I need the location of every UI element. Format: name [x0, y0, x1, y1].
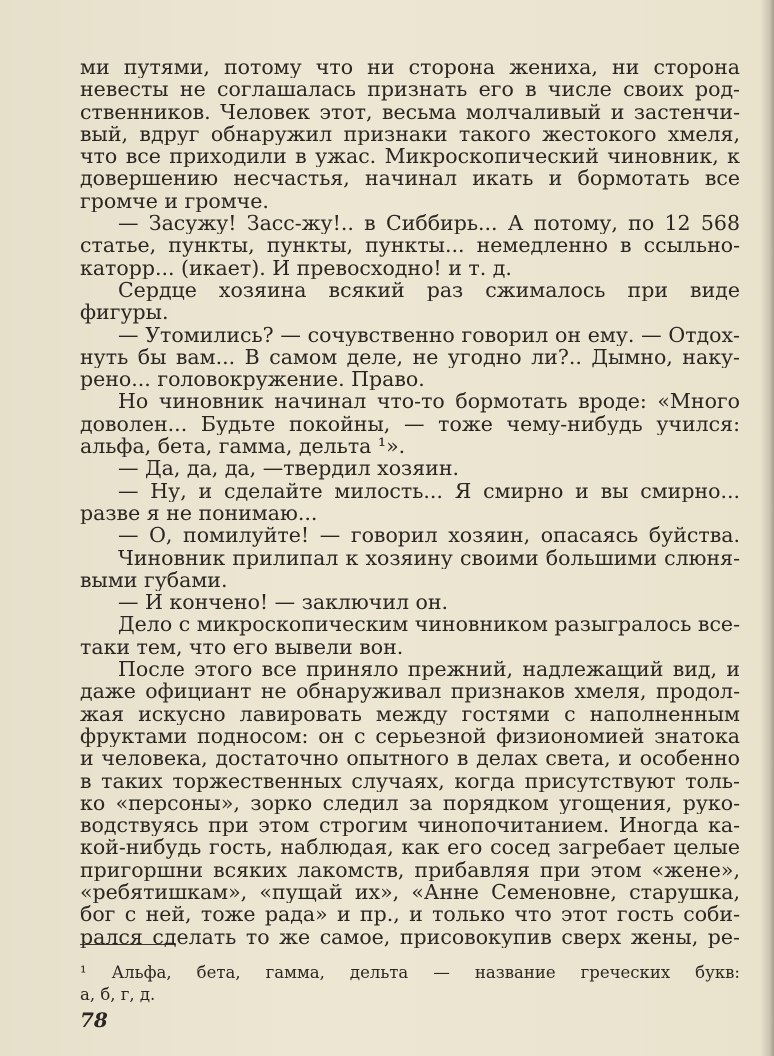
text-line: Дело с микроскопическим чиновником разыгралось все- — [118, 613, 740, 636]
text-line: Сердце хозяина всякий раз сжималось при виде — [118, 278, 740, 302]
text-line: выми губами. — [80, 568, 228, 592]
text-line: — Засужу! Засс-жу!.. в Сиббирь... А потому, по 12 568 — [118, 212, 740, 235]
footnote-divider — [80, 944, 176, 945]
text-line: фруктами подносом: он с серьезной физиономией знатока — [80, 724, 740, 748]
text-line: альфа, бета, гамма, дельта ¹». — [80, 435, 406, 458]
text-line: ственников. Человек этот, весьма молчаливый и застенчи- — [80, 100, 740, 123]
text-line: нуть бы вам... В самом деле, не угодно ли?.. Дымно, наку- — [80, 345, 740, 369]
footnote-line: а, б, г, д. — [80, 985, 156, 1004]
text-line: довершению несчастья, начинал икать и бормотать все — [80, 167, 740, 190]
text-line: водствуясь при этом строгим чинопочитанием. Иногда ка- — [80, 814, 740, 837]
text-line: вый, вдруг обнаружил признаки такого жестокого хмеля, — [80, 122, 740, 146]
footnote — [80, 962, 740, 1006]
text-line: таки тем, что его вывели вон. — [80, 635, 404, 659]
text-line: пригоршни всяких лакомств, прибавляя при этом «жене», — [80, 858, 740, 881]
text-line: кой-нибудь гость, наблюдая, как его сосед загребает целые — [80, 836, 740, 859]
text-line: невесты не соглашалась признать его в числе своих род- — [80, 78, 740, 101]
text-line: — О, помилуйте! — говорил хозяин, опасаясь буйства. — [118, 524, 740, 547]
page-number: 78 — [80, 1008, 108, 1032]
text-line: Но чиновник начинал что-то бормотать вроде: «Много — [118, 390, 740, 413]
text-line: — Ну, и сделайте милость... Я смирно и вы смирно... — [118, 479, 740, 502]
text-line: После этого все приняло прежний, надлежащий вид, и — [118, 658, 740, 681]
text-line: Чиновник прилипал к хозяину своими большими слюня- — [118, 546, 740, 569]
page-edge-shadow — [760, 0, 774, 1056]
text-line: ко «персоны», зорко следил за порядком угощения, руко- — [80, 791, 740, 815]
text-line: и человека, достаточно опытного в делах света, и особенно — [80, 747, 740, 770]
text-line: бог с ней, тоже рада» и пр., и только что этот гость соби- — [80, 903, 740, 926]
text-line: — И кончено! — заключил он. — [118, 591, 449, 614]
text-line: громче и громче. — [80, 189, 269, 213]
text-line: каторр... (икает). И превосходно! и т. д. — [80, 256, 512, 279]
text-line: в таких торжественных случаях, когда присутствуют толь- — [80, 769, 740, 792]
text-line: даже официант не обнаруживал признаков хмеля, продол- — [80, 680, 740, 703]
text-line: что все приходили в ужас. Микроскопический чиновник, к — [80, 145, 740, 168]
text-line: — Да, да, да, —твердил хозяин. — [118, 457, 460, 480]
text-line: статье, пункты, пункты, пункты... немедленно в ссыльно- — [80, 234, 740, 257]
text-line: разве я не понимаю... — [80, 501, 318, 525]
text-line: — Утомились? — сочувственно говорил он ему. — Отдох- — [118, 323, 740, 346]
text-line: рался сделать то же самое, присовокупив сверх жены, ре- — [80, 925, 740, 948]
text-line: жая искусно лавировать между гостями с наполненным — [80, 702, 740, 725]
text-line: ми путями, потому что ни сторона жениха, ни сторона — [80, 56, 740, 79]
text-line: фигуры. — [80, 301, 169, 324]
text-line: доволен... Будьте покойны, — тоже чему-нибудь учился: — [80, 412, 740, 436]
text-line: рено... головокружение. Право. — [80, 368, 425, 391]
body-text — [80, 56, 740, 948]
text-line: «ребятишкам», «пущай их», «Анне Семеновне, старушка, — [80, 880, 740, 904]
footnote-line: ¹ Альфа, бета, гамма, дельта — название греческих букв: — [80, 963, 740, 982]
